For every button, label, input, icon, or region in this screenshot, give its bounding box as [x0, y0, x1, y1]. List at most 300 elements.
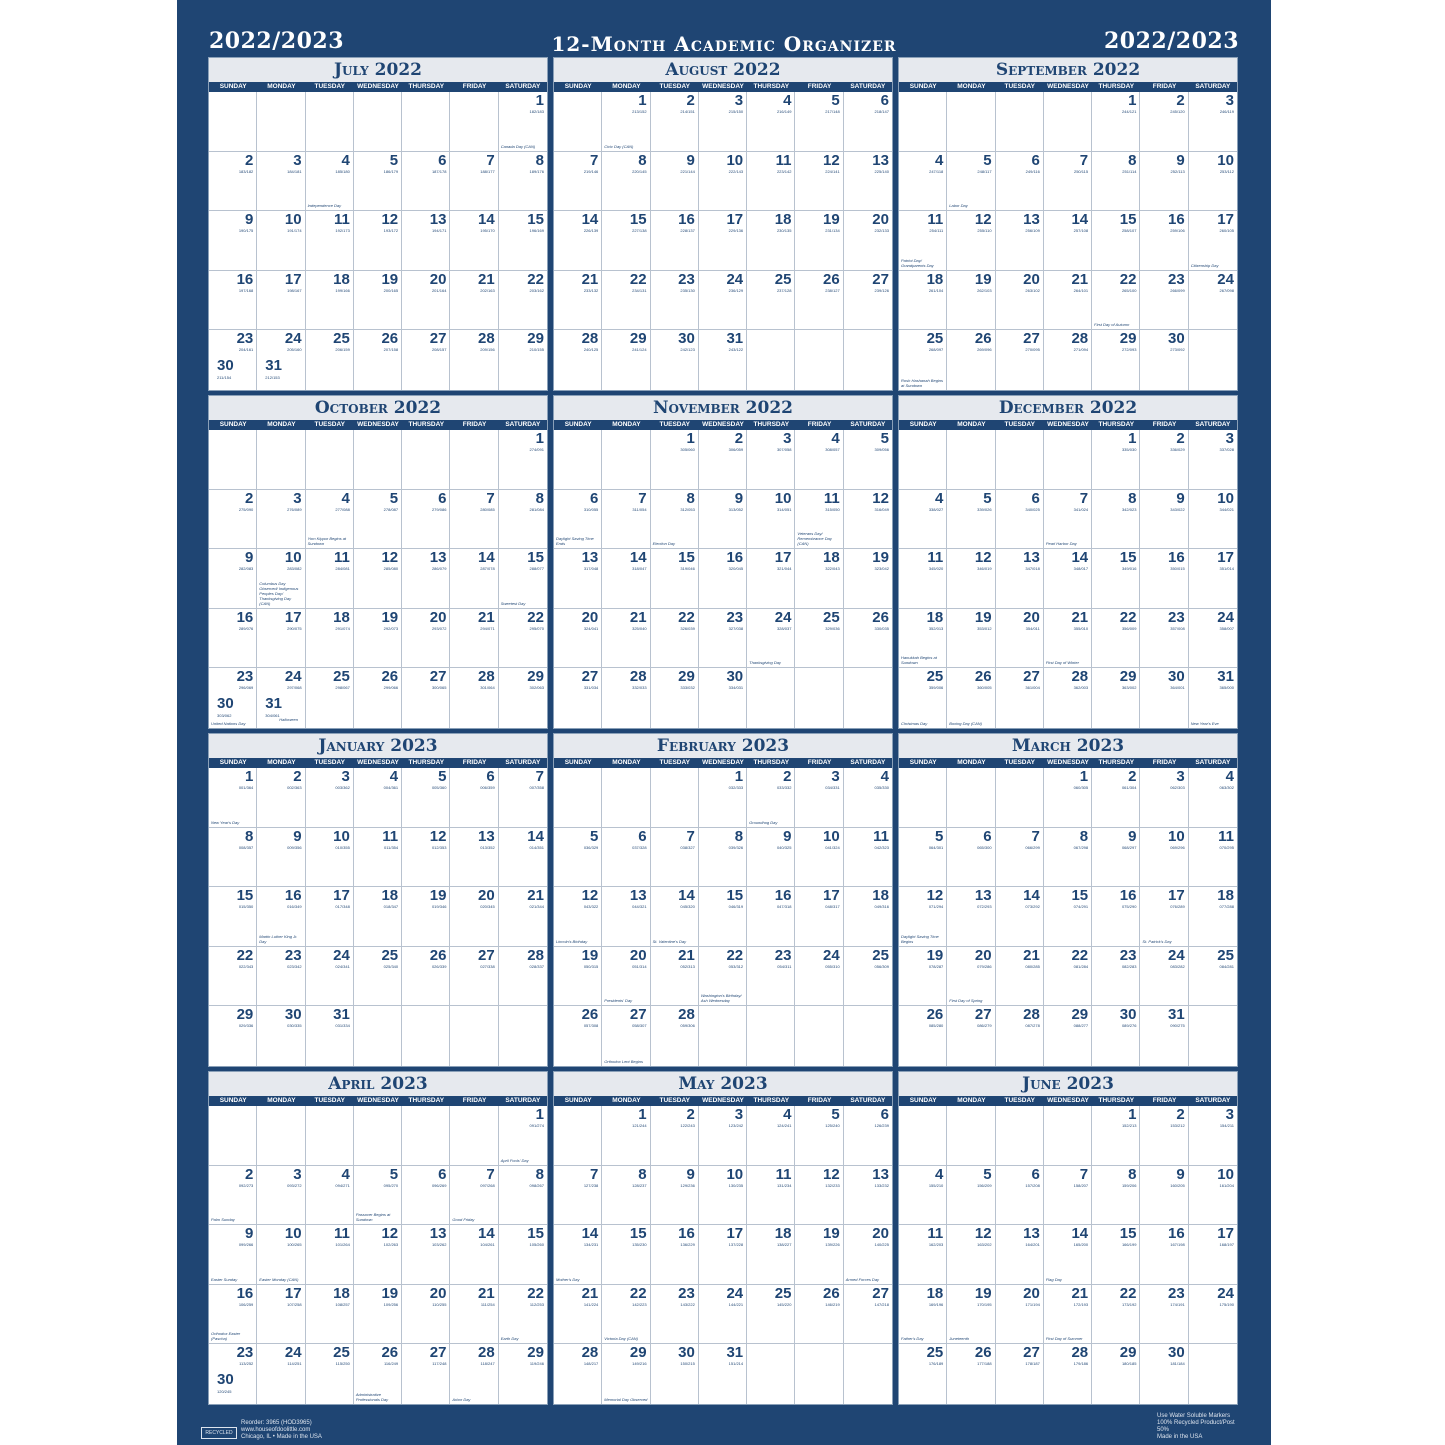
day-cell[interactable] — [402, 1006, 450, 1066]
day-cell[interactable] — [1044, 1285, 1092, 1345]
day-cell[interactable] — [651, 1285, 699, 1345]
day-cell[interactable] — [209, 92, 257, 152]
day-cell[interactable] — [651, 92, 699, 152]
day-cell[interactable] — [1189, 1285, 1237, 1345]
day-cell[interactable] — [354, 947, 402, 1007]
day-cell[interactable] — [699, 92, 747, 152]
day-cell[interactable] — [1092, 947, 1140, 1007]
day-cell[interactable] — [402, 1285, 450, 1345]
day-cell[interactable] — [699, 330, 747, 390]
day-cell[interactable] — [554, 887, 602, 947]
day-cell[interactable] — [554, 1344, 602, 1404]
day-cell[interactable] — [306, 549, 354, 609]
day-cell[interactable] — [450, 1344, 498, 1404]
day-cell[interactable] — [996, 1106, 1044, 1166]
day-cell[interactable] — [499, 1344, 547, 1404]
day-cell[interactable] — [1189, 947, 1237, 1007]
day-cell[interactable] — [402, 211, 450, 271]
day-cell[interactable] — [1140, 430, 1188, 490]
day-cell[interactable] — [1044, 490, 1092, 550]
day-cell[interactable] — [554, 330, 602, 390]
day-cell[interactable] — [1189, 1006, 1237, 1066]
day-cell[interactable] — [747, 887, 795, 947]
day-cell[interactable] — [402, 92, 450, 152]
day-cell[interactable] — [257, 271, 305, 331]
day-cell[interactable] — [1140, 271, 1188, 331]
day-cell[interactable] — [996, 1285, 1044, 1345]
day-cell[interactable] — [1092, 430, 1140, 490]
day-cell[interactable] — [1140, 330, 1188, 390]
day-cell[interactable] — [844, 549, 892, 609]
day-cell[interactable] — [747, 828, 795, 888]
day-cell[interactable] — [602, 887, 650, 947]
day-cell[interactable] — [1044, 92, 1092, 152]
day-cell[interactable] — [651, 609, 699, 669]
day-cell[interactable] — [1044, 609, 1092, 669]
day-cell[interactable] — [1092, 211, 1140, 271]
day-cell[interactable] — [257, 1225, 305, 1285]
day-cell[interactable] — [651, 330, 699, 390]
overflow-day[interactable] — [261, 357, 301, 387]
day-cell[interactable] — [1092, 1006, 1140, 1066]
day-cell[interactable] — [651, 490, 699, 550]
day-cell[interactable] — [354, 490, 402, 550]
day-cell[interactable] — [795, 490, 843, 550]
day-cell[interactable] — [602, 1344, 650, 1404]
day-cell[interactable] — [795, 1344, 843, 1404]
day-cell[interactable] — [402, 330, 450, 390]
day-cell[interactable] — [1044, 430, 1092, 490]
day-cell[interactable] — [899, 271, 947, 331]
day-cell[interactable] — [257, 1344, 305, 1404]
day-cell[interactable] — [354, 1344, 402, 1404]
day-cell[interactable] — [450, 947, 498, 1007]
day-cell[interactable] — [947, 768, 995, 828]
day-cell[interactable] — [209, 828, 257, 888]
day-cell[interactable] — [699, 609, 747, 669]
day-cell[interactable] — [795, 211, 843, 271]
day-cell[interactable] — [947, 1166, 995, 1226]
day-cell[interactable] — [699, 668, 747, 728]
day-cell[interactable] — [844, 330, 892, 390]
day-cell[interactable] — [1092, 490, 1140, 550]
day-cell[interactable] — [1189, 1106, 1237, 1166]
day-cell[interactable] — [899, 887, 947, 947]
day-cell[interactable] — [844, 1166, 892, 1226]
day-cell[interactable] — [947, 92, 995, 152]
day-cell[interactable] — [844, 1225, 892, 1285]
day-cell[interactable] — [450, 768, 498, 828]
day-cell[interactable] — [899, 211, 947, 271]
day-cell[interactable] — [306, 1006, 354, 1066]
day-cell[interactable] — [602, 490, 650, 550]
day-cell[interactable] — [1140, 1106, 1188, 1166]
day-cell[interactable] — [1140, 92, 1188, 152]
day-cell[interactable] — [602, 330, 650, 390]
day-cell[interactable] — [402, 668, 450, 728]
day-cell[interactable] — [554, 1225, 602, 1285]
day-cell[interactable] — [947, 947, 995, 1007]
day-cell[interactable] — [699, 1166, 747, 1226]
day-cell[interactable] — [699, 1006, 747, 1066]
day-cell[interactable] — [1189, 490, 1237, 550]
day-cell[interactable] — [554, 152, 602, 212]
day-cell[interactable] — [747, 92, 795, 152]
day-cell[interactable] — [257, 152, 305, 212]
day-cell[interactable] — [996, 1006, 1044, 1066]
day-cell[interactable] — [1140, 828, 1188, 888]
day-cell[interactable] — [899, 430, 947, 490]
day-cell[interactable] — [1044, 768, 1092, 828]
day-cell[interactable] — [499, 947, 547, 1007]
day-cell[interactable] — [450, 1166, 498, 1226]
day-cell[interactable] — [747, 330, 795, 390]
day-cell[interactable] — [257, 211, 305, 271]
day-cell[interactable] — [450, 92, 498, 152]
overflow-day[interactable] — [213, 695, 253, 725]
day-cell[interactable] — [209, 330, 257, 390]
day-cell[interactable] — [306, 887, 354, 947]
day-cell[interactable] — [844, 271, 892, 331]
day-cell[interactable] — [306, 430, 354, 490]
day-cell[interactable] — [499, 609, 547, 669]
day-cell[interactable] — [402, 271, 450, 331]
day-cell[interactable] — [602, 1106, 650, 1166]
day-cell[interactable] — [602, 430, 650, 490]
day-cell[interactable] — [1189, 549, 1237, 609]
day-cell[interactable] — [1189, 271, 1237, 331]
day-cell[interactable] — [554, 768, 602, 828]
day-cell[interactable] — [306, 1106, 354, 1166]
day-cell[interactable] — [899, 330, 947, 390]
day-cell[interactable] — [499, 549, 547, 609]
day-cell[interactable] — [1140, 947, 1188, 1007]
day-cell[interactable] — [554, 947, 602, 1007]
day-cell[interactable] — [699, 430, 747, 490]
day-cell[interactable] — [1044, 887, 1092, 947]
day-cell[interactable] — [1140, 1225, 1188, 1285]
day-cell[interactable] — [699, 211, 747, 271]
day-cell[interactable] — [651, 1166, 699, 1226]
day-cell[interactable] — [1140, 549, 1188, 609]
day-cell[interactable] — [402, 1225, 450, 1285]
day-cell[interactable] — [947, 887, 995, 947]
day-cell[interactable] — [602, 211, 650, 271]
day-cell[interactable] — [1189, 768, 1237, 828]
day-cell[interactable] — [1044, 1225, 1092, 1285]
day-cell[interactable] — [209, 1166, 257, 1226]
day-cell[interactable] — [306, 1285, 354, 1345]
day-cell[interactable] — [996, 92, 1044, 152]
day-cell[interactable] — [1140, 152, 1188, 212]
day-cell[interactable] — [402, 1166, 450, 1226]
day-cell[interactable] — [947, 1106, 995, 1166]
day-cell[interactable] — [1092, 549, 1140, 609]
day-cell[interactable] — [554, 1106, 602, 1166]
day-cell[interactable] — [899, 490, 947, 550]
day-cell[interactable] — [1140, 887, 1188, 947]
day-cell[interactable] — [1092, 1344, 1140, 1404]
day-cell[interactable] — [450, 1006, 498, 1066]
day-cell[interactable] — [1044, 1106, 1092, 1166]
day-cell[interactable] — [947, 430, 995, 490]
day-cell[interactable] — [795, 271, 843, 331]
day-cell[interactable] — [257, 947, 305, 1007]
day-cell[interactable] — [996, 1344, 1044, 1404]
day-cell[interactable] — [795, 887, 843, 947]
day-cell[interactable] — [402, 609, 450, 669]
day-cell[interactable] — [1092, 828, 1140, 888]
day-cell[interactable] — [899, 609, 947, 669]
day-cell[interactable] — [402, 490, 450, 550]
day-cell[interactable] — [651, 152, 699, 212]
day-cell[interactable] — [209, 1225, 257, 1285]
day-cell[interactable] — [795, 152, 843, 212]
day-cell[interactable] — [354, 768, 402, 828]
day-cell[interactable] — [257, 1006, 305, 1066]
day-cell[interactable] — [209, 1285, 257, 1345]
day-cell[interactable] — [747, 1166, 795, 1226]
day-cell[interactable] — [699, 490, 747, 550]
day-cell[interactable] — [1092, 609, 1140, 669]
day-cell[interactable] — [1189, 1344, 1237, 1404]
day-cell[interactable] — [844, 211, 892, 271]
day-cell[interactable] — [1044, 271, 1092, 331]
day-cell[interactable] — [354, 1166, 402, 1226]
day-cell[interactable] — [747, 1106, 795, 1166]
day-cell[interactable] — [306, 92, 354, 152]
day-cell[interactable] — [699, 1285, 747, 1345]
day-cell[interactable] — [1044, 828, 1092, 888]
day-cell[interactable] — [699, 1225, 747, 1285]
day-cell[interactable] — [209, 430, 257, 490]
day-cell[interactable] — [209, 668, 257, 728]
day-cell[interactable] — [996, 768, 1044, 828]
day-cell[interactable] — [1189, 430, 1237, 490]
day-cell[interactable] — [354, 271, 402, 331]
day-cell[interactable] — [844, 1285, 892, 1345]
day-cell[interactable] — [899, 668, 947, 728]
day-cell[interactable] — [602, 1225, 650, 1285]
day-cell[interactable] — [899, 1285, 947, 1345]
day-cell[interactable] — [899, 1006, 947, 1066]
day-cell[interactable] — [354, 549, 402, 609]
day-cell[interactable] — [747, 768, 795, 828]
day-cell[interactable] — [257, 768, 305, 828]
day-cell[interactable] — [209, 490, 257, 550]
day-cell[interactable] — [899, 1225, 947, 1285]
day-cell[interactable] — [996, 271, 1044, 331]
day-cell[interactable] — [996, 430, 1044, 490]
day-cell[interactable] — [1140, 768, 1188, 828]
day-cell[interactable] — [450, 330, 498, 390]
day-cell[interactable] — [844, 430, 892, 490]
day-cell[interactable] — [947, 1225, 995, 1285]
day-cell[interactable] — [602, 1285, 650, 1345]
day-cell[interactable] — [795, 1285, 843, 1345]
day-cell[interactable] — [306, 947, 354, 1007]
day-cell[interactable] — [499, 828, 547, 888]
day-cell[interactable] — [651, 549, 699, 609]
day-cell[interactable] — [795, 1106, 843, 1166]
day-cell[interactable] — [947, 1344, 995, 1404]
day-cell[interactable] — [1044, 152, 1092, 212]
day-cell[interactable] — [947, 1006, 995, 1066]
day-cell[interactable] — [1044, 211, 1092, 271]
day-cell[interactable] — [844, 1344, 892, 1404]
day-cell[interactable] — [844, 92, 892, 152]
day-cell[interactable] — [402, 1106, 450, 1166]
day-cell[interactable] — [795, 668, 843, 728]
day-cell[interactable] — [947, 490, 995, 550]
day-cell[interactable] — [996, 549, 1044, 609]
day-cell[interactable] — [795, 947, 843, 1007]
day-cell[interactable] — [354, 668, 402, 728]
day-cell[interactable] — [1044, 330, 1092, 390]
day-cell[interactable] — [450, 887, 498, 947]
day-cell[interactable] — [602, 768, 650, 828]
day-cell[interactable] — [499, 152, 547, 212]
day-cell[interactable] — [499, 330, 547, 390]
day-cell[interactable] — [257, 430, 305, 490]
day-cell[interactable] — [1092, 330, 1140, 390]
day-cell[interactable] — [1189, 1166, 1237, 1226]
day-cell[interactable] — [844, 1106, 892, 1166]
day-cell[interactable] — [554, 211, 602, 271]
day-cell[interactable] — [554, 1285, 602, 1345]
day-cell[interactable] — [1092, 668, 1140, 728]
day-cell[interactable] — [947, 828, 995, 888]
day-cell[interactable] — [844, 887, 892, 947]
day-cell[interactable] — [306, 271, 354, 331]
day-cell[interactable] — [1092, 1285, 1140, 1345]
day-cell[interactable] — [899, 768, 947, 828]
day-cell[interactable] — [747, 1006, 795, 1066]
day-cell[interactable] — [1140, 609, 1188, 669]
day-cell[interactable] — [257, 1285, 305, 1345]
day-cell[interactable] — [602, 271, 650, 331]
day-cell[interactable] — [996, 1225, 1044, 1285]
day-cell[interactable] — [1044, 549, 1092, 609]
day-cell[interactable] — [209, 549, 257, 609]
day-cell[interactable] — [306, 1344, 354, 1404]
day-cell[interactable] — [747, 1285, 795, 1345]
day-cell[interactable] — [354, 828, 402, 888]
day-cell[interactable] — [209, 947, 257, 1007]
day-cell[interactable] — [306, 1225, 354, 1285]
day-cell[interactable] — [499, 1285, 547, 1345]
day-cell[interactable] — [602, 92, 650, 152]
day-cell[interactable] — [306, 768, 354, 828]
day-cell[interactable] — [1044, 1344, 1092, 1404]
day-cell[interactable] — [651, 1225, 699, 1285]
day-cell[interactable] — [554, 430, 602, 490]
day-cell[interactable] — [554, 668, 602, 728]
day-cell[interactable] — [1092, 768, 1140, 828]
day-cell[interactable] — [209, 609, 257, 669]
day-cell[interactable] — [899, 1166, 947, 1226]
day-cell[interactable] — [450, 490, 498, 550]
overflow-day[interactable] — [213, 357, 253, 387]
day-cell[interactable] — [651, 211, 699, 271]
day-cell[interactable] — [651, 887, 699, 947]
overflow-day[interactable] — [213, 1371, 253, 1401]
day-cell[interactable] — [795, 609, 843, 669]
day-cell[interactable] — [1092, 1106, 1140, 1166]
day-cell[interactable] — [1189, 828, 1237, 888]
day-cell[interactable] — [699, 152, 747, 212]
day-cell[interactable] — [209, 768, 257, 828]
day-cell[interactable] — [257, 609, 305, 669]
day-cell[interactable] — [1140, 490, 1188, 550]
day-cell[interactable] — [306, 668, 354, 728]
day-cell[interactable] — [306, 828, 354, 888]
day-cell[interactable] — [402, 1344, 450, 1404]
day-cell[interactable] — [651, 1106, 699, 1166]
day-cell[interactable] — [947, 668, 995, 728]
day-cell[interactable] — [450, 211, 498, 271]
day-cell[interactable] — [996, 1166, 1044, 1226]
day-cell[interactable] — [899, 92, 947, 152]
day-cell[interactable] — [354, 609, 402, 669]
day-cell[interactable] — [1189, 668, 1237, 728]
day-cell[interactable] — [499, 430, 547, 490]
day-cell[interactable] — [499, 768, 547, 828]
day-cell[interactable] — [699, 947, 747, 1007]
day-cell[interactable] — [554, 490, 602, 550]
day-cell[interactable] — [354, 887, 402, 947]
day-cell[interactable] — [996, 211, 1044, 271]
day-cell[interactable] — [1092, 887, 1140, 947]
day-cell[interactable] — [996, 330, 1044, 390]
day-cell[interactable] — [554, 92, 602, 152]
day-cell[interactable] — [1140, 1166, 1188, 1226]
day-cell[interactable] — [306, 490, 354, 550]
day-cell[interactable] — [306, 1166, 354, 1226]
day-cell[interactable] — [1189, 92, 1237, 152]
day-cell[interactable] — [899, 1344, 947, 1404]
day-cell[interactable] — [306, 211, 354, 271]
day-cell[interactable] — [554, 1166, 602, 1226]
day-cell[interactable] — [257, 668, 305, 728]
day-cell[interactable] — [651, 271, 699, 331]
day-cell[interactable] — [747, 1344, 795, 1404]
day-cell[interactable] — [354, 211, 402, 271]
day-cell[interactable] — [795, 828, 843, 888]
day-cell[interactable] — [450, 152, 498, 212]
day-cell[interactable] — [499, 211, 547, 271]
day-cell[interactable] — [354, 1006, 402, 1066]
day-cell[interactable] — [795, 330, 843, 390]
day-cell[interactable] — [602, 828, 650, 888]
day-cell[interactable] — [947, 609, 995, 669]
day-cell[interactable] — [602, 609, 650, 669]
day-cell[interactable] — [499, 1006, 547, 1066]
day-cell[interactable] — [795, 92, 843, 152]
day-cell[interactable] — [844, 490, 892, 550]
day-cell[interactable] — [450, 1106, 498, 1166]
day-cell[interactable] — [354, 430, 402, 490]
day-cell[interactable] — [844, 828, 892, 888]
day-cell[interactable] — [450, 1285, 498, 1345]
day-cell[interactable] — [602, 947, 650, 1007]
day-cell[interactable] — [844, 152, 892, 212]
day-cell[interactable] — [947, 152, 995, 212]
day-cell[interactable] — [354, 152, 402, 212]
day-cell[interactable] — [450, 609, 498, 669]
day-cell[interactable] — [899, 947, 947, 1007]
day-cell[interactable] — [450, 668, 498, 728]
